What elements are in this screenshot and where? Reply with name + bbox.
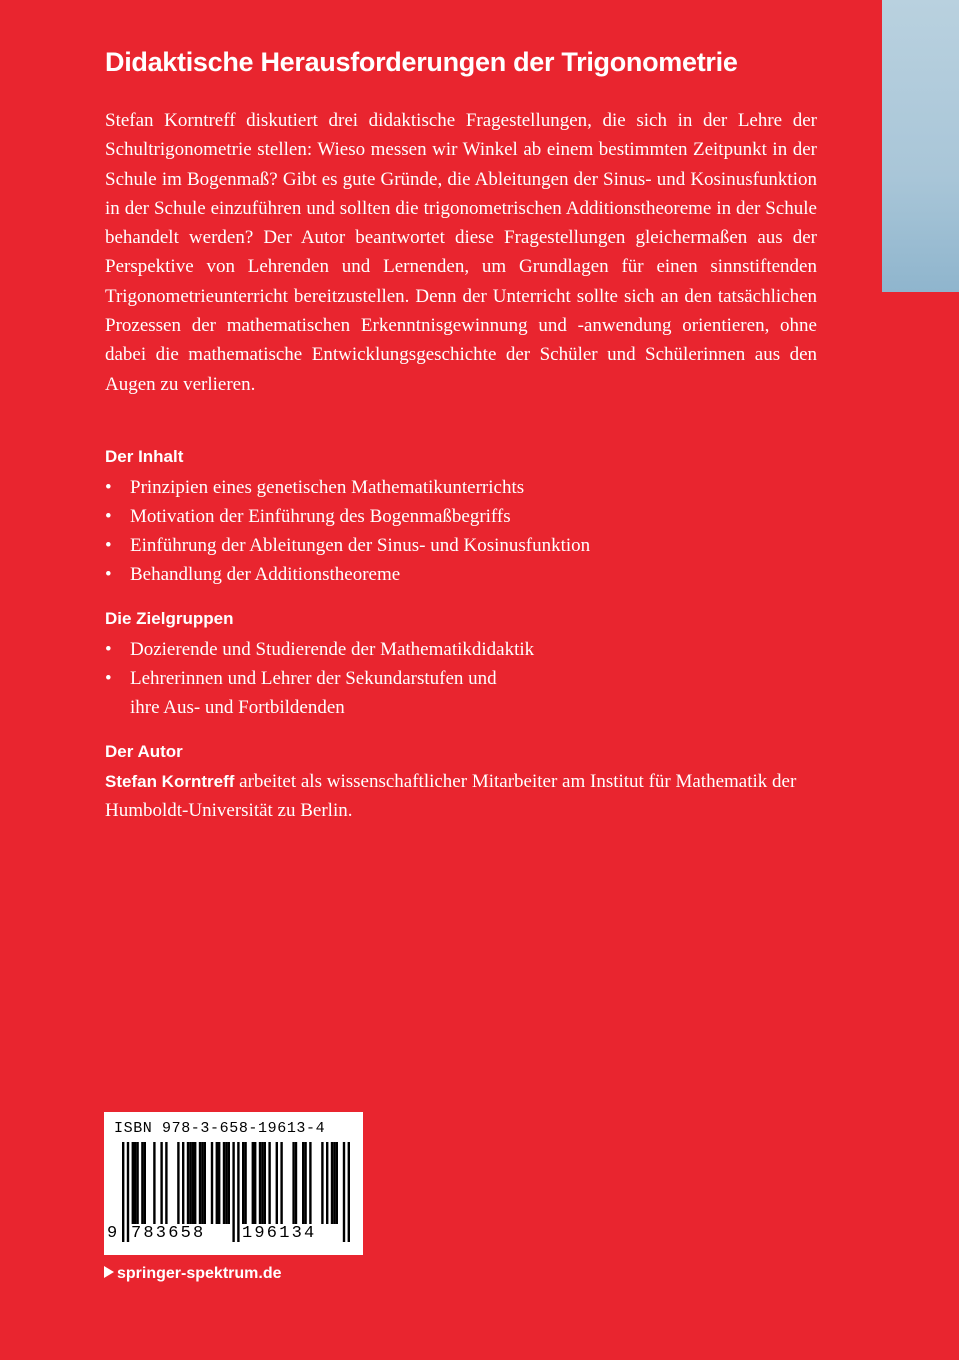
barcode-bar (237, 1142, 239, 1242)
barcode-bar (204, 1142, 206, 1224)
barcode-bar (141, 1142, 143, 1224)
author-name: Stefan Korntreff (105, 772, 235, 791)
barcode-bar (187, 1142, 189, 1224)
barcode-bar (331, 1142, 333, 1224)
barcode-bar (194, 1142, 196, 1224)
publisher-url: springer-spektrum.de (117, 1265, 282, 1282)
barcode-bar (261, 1142, 263, 1224)
barcode-bar (321, 1142, 323, 1224)
content-heading: Der Inhalt (105, 447, 184, 466)
audience-heading: Die Zielgruppen (105, 609, 234, 628)
list-item (105, 531, 590, 560)
barcode-bar (182, 1142, 184, 1224)
list-item-text: Lehrerinnen und Lehrer der Sekundarstufen und ihre Aus- und Fortbildenden (130, 668, 497, 718)
barcode-bar (232, 1142, 234, 1242)
barcode-bar (304, 1142, 306, 1224)
accent-color-tab (882, 0, 959, 292)
barcode-bar (343, 1142, 345, 1242)
barcode-bar (199, 1142, 201, 1224)
bullet-icon: • (105, 506, 112, 527)
bullet-icon: • (105, 477, 112, 498)
audience-list (105, 635, 665, 722)
barcode-bar (201, 1142, 203, 1224)
barcode-bar (132, 1142, 134, 1224)
barcode-left-digits: 783658 (131, 1224, 206, 1243)
barcode-bar (144, 1142, 146, 1224)
barcode-bar (348, 1142, 350, 1242)
author-bio: arbeitet als wissenschaftlicher Mitarbeiter am Institut für Mathematik der Humboldt-Universität zu Berlin. (105, 771, 797, 821)
barcode-bar (216, 1142, 218, 1224)
barcode-bar (225, 1142, 227, 1224)
barcode-bar (259, 1142, 261, 1224)
bullet-icon: • (105, 535, 112, 556)
list-item-text: Dozierende und Studierende der Mathematikdidaktik (130, 639, 535, 660)
barcode-bar (264, 1142, 266, 1224)
list-item (105, 560, 590, 589)
author-heading: Der Autor (105, 742, 183, 761)
barcode-bar (192, 1142, 194, 1224)
barcode-bar (309, 1142, 311, 1224)
barcode-bar (276, 1142, 278, 1224)
barcode-bar (134, 1142, 136, 1224)
barcode-bar (136, 1142, 138, 1224)
barcode-bar (211, 1142, 213, 1224)
isbn-label: ISBN 978-3-658-19613-4 (114, 1120, 326, 1137)
barcode-bar (302, 1142, 304, 1224)
barcode-bar (333, 1142, 335, 1224)
barcode-bar (122, 1142, 124, 1242)
list-item (105, 664, 530, 722)
list-item-text: Motivation der Einführung des Bogenmaßbegriffs (130, 506, 511, 527)
barcode-bar (189, 1142, 191, 1224)
author-bio-paragraph (105, 767, 817, 825)
content-list (105, 473, 590, 589)
list-item (105, 635, 665, 664)
barcode-bar (254, 1142, 256, 1224)
barcode-bar (295, 1142, 297, 1224)
barcode-bar (268, 1142, 270, 1224)
list-item-text: Behandlung der Additionstheoreme (130, 564, 401, 585)
isbn-barcode (104, 1112, 363, 1255)
barcode-bar (165, 1142, 167, 1224)
book-description: Stefan Korntreff diskutiert drei didaktische Fragestellungen, die sich in der Lehre der Schultrigonometrie stellen: Wieso messen wir Winkel ab einem bestimmten Zeitpunkt in der Schule im Bogenmaß? Gibt es gute Gründe, die Ableitungen der Sinus- und Kosinusfunktion in der Schule einzuführen und sollten die trigonometrischen Additionstheoreme in der Schule behandelt werden? Der Autor beantwortet diese Fragestellungen gleichermaßen aus der Perspektive von Lehrenden und Lernenden, um Grundlagen für einen sinnstiftenden Trigonometrieunterricht bereitzustellen. Denn der Unterricht sollte sich an den tatsächlichen Prozessen der mathematischen Erkenntnisgewinnung und -anwendung orientieren, ohne dabei die mathematische Entwicklungsgeschichte der Schüler und Schülerinnen aus den Augen zu verlieren. (105, 110, 817, 395)
play-arrow-icon (104, 1266, 114, 1278)
list-item-text: Prinzipien eines genetischen Mathematikunterrichts (130, 477, 525, 498)
barcode-bar (218, 1142, 220, 1224)
barcode-bar (228, 1142, 230, 1224)
barcode-bar (326, 1142, 328, 1224)
barcode-bar (127, 1142, 129, 1242)
publisher-link[interactable] (104, 1263, 281, 1285)
barcode-right-digits: 196134 (242, 1224, 317, 1243)
bullet-icon: • (105, 668, 112, 689)
barcode-bar (292, 1142, 294, 1224)
barcode-bar (223, 1142, 225, 1224)
barcode-bar (153, 1142, 155, 1224)
barcode-bar (280, 1142, 282, 1224)
barcode-bar (252, 1142, 254, 1224)
bullet-icon: • (105, 564, 112, 585)
list-item (105, 502, 590, 531)
barcode-bar (177, 1142, 179, 1224)
list-item (105, 473, 590, 502)
barcode-bar (160, 1142, 162, 1224)
barcode-bar (244, 1142, 246, 1224)
book-title: Didaktische Herausforderungen der Trigonometrie (105, 47, 738, 77)
barcode-bar (242, 1142, 244, 1224)
barcode-bar (336, 1142, 338, 1224)
barcode-first-digit: 9 (107, 1224, 120, 1243)
list-item-text: Einführung der Ableitungen der Sinus- und Kosinusfunktion (130, 535, 591, 556)
bullet-icon: • (105, 639, 112, 660)
